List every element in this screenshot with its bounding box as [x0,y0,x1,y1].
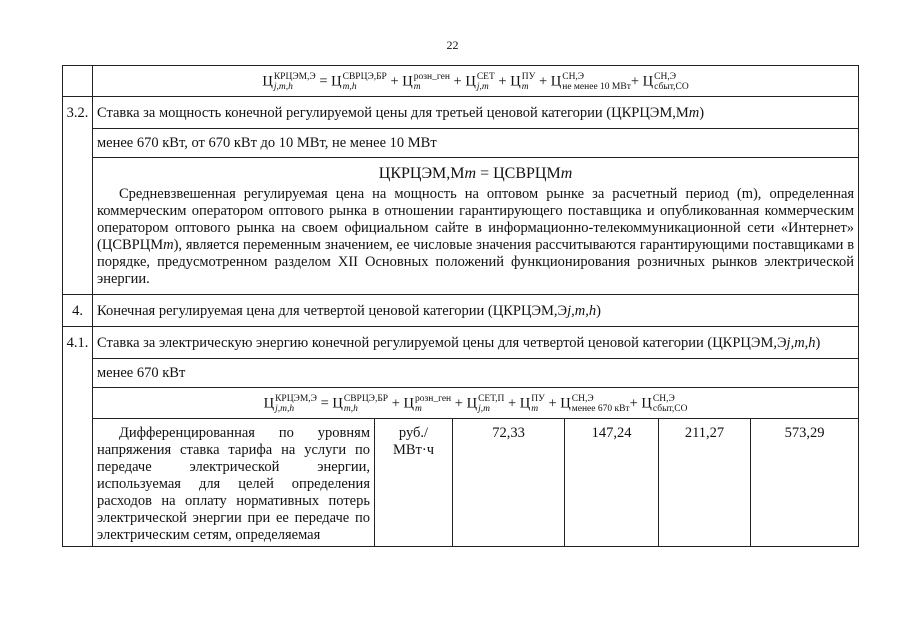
row-title: Конечная регулируемая цена для четвертой ценовой категории (ЦКРЦЭМ,Эj,m,h) [93,295,859,327]
row-number: 4. [63,295,93,327]
row-3-2-description [63,158,859,295]
tariff-values-row [63,419,859,547]
row-title: Ставка за электрическую энергию конечной регулируемой цены для четвертой ценовой категории (ЦКРЦЭМ,Эj,m,h) [93,327,859,359]
row-4-1-title [63,327,859,359]
value-cell: 147,24 [565,419,659,547]
row-number: 3.2. [63,97,93,295]
power-bands: менее 670 кВт, от 670 кВт до 10 МВт, не менее 10 МВт [93,129,859,158]
description-text: Средневзвешенная регулируемая цена на мощность на оптовом рынке за расчетный период (m), определенная коммерческим оператором оптового рынка в отношении гарантирующего поставщика и опубликованная коммерческим оператором оптового рынка на своем официальном сайте в информационно-телекоммуникационной сети «Интернет» (ЦСВРЦМm), является переменным значением, ее числовые значения рассчитываются гарантирующими поставщиками в порядке, предусмотренном разделом XII Основных положений функционирования розничных рынков электрической энергии. [97,186,855,287]
page-number: 22 [446,38,459,52]
value-cell: 72,33 [453,419,565,547]
tariff-description: Дифференцированная по уровням напряжения ставка тарифа на услуги по передаче электрической энергии, используемая для целей определения расходов на оплату нормативных потерь электрической энергии при ее передаче по электрическим сетям, определяемая [93,419,375,547]
formula-row-1 [63,66,859,97]
unit-cell: руб./МВт·ч [375,419,453,547]
value-cell: 211,27 [659,419,751,547]
empty-number-cell [63,66,93,97]
formula-ce-3: Ц КРЦЭМ,Э j,m,h = Ц СВРЦЭ,БР m,h + Ц розн_ген m + Ц СЕТ j,m + Ц ПУ m + Ц СН,Э не менее 10 МВт + Ц СН,Э сбыт,СО [93,66,859,97]
row-4 [63,295,859,327]
formula-ce-4: Ц КРЦЭМ,Э j,m,h = Ц СВРЦЭ,БР m,h + Ц розн_ген m + Ц СЕТ,П j,m + Ц ПУ m + Ц СН,Э менее 670 кВт + Ц СН,Э сбыт,СО [93,388,859,419]
row-title: Ставка за мощность конечной регулируемой цены для третьей ценовой категории (ЦКРЦЭМ,Мm) [93,97,859,129]
power-band: менее 670 кВт [93,359,859,388]
row-number: 4.1. [63,327,93,547]
formula-power: ЦКРЦЭМ,Мm = ЦСВРЦМm [378,165,573,182]
formula-row-2 [63,388,859,419]
row-4-1-band [63,359,859,388]
description-block [93,158,859,295]
row-3-2-title [63,97,859,129]
tariff-table [62,65,859,547]
value-cell: 573,29 [751,419,859,547]
row-3-2-bands [63,129,859,158]
